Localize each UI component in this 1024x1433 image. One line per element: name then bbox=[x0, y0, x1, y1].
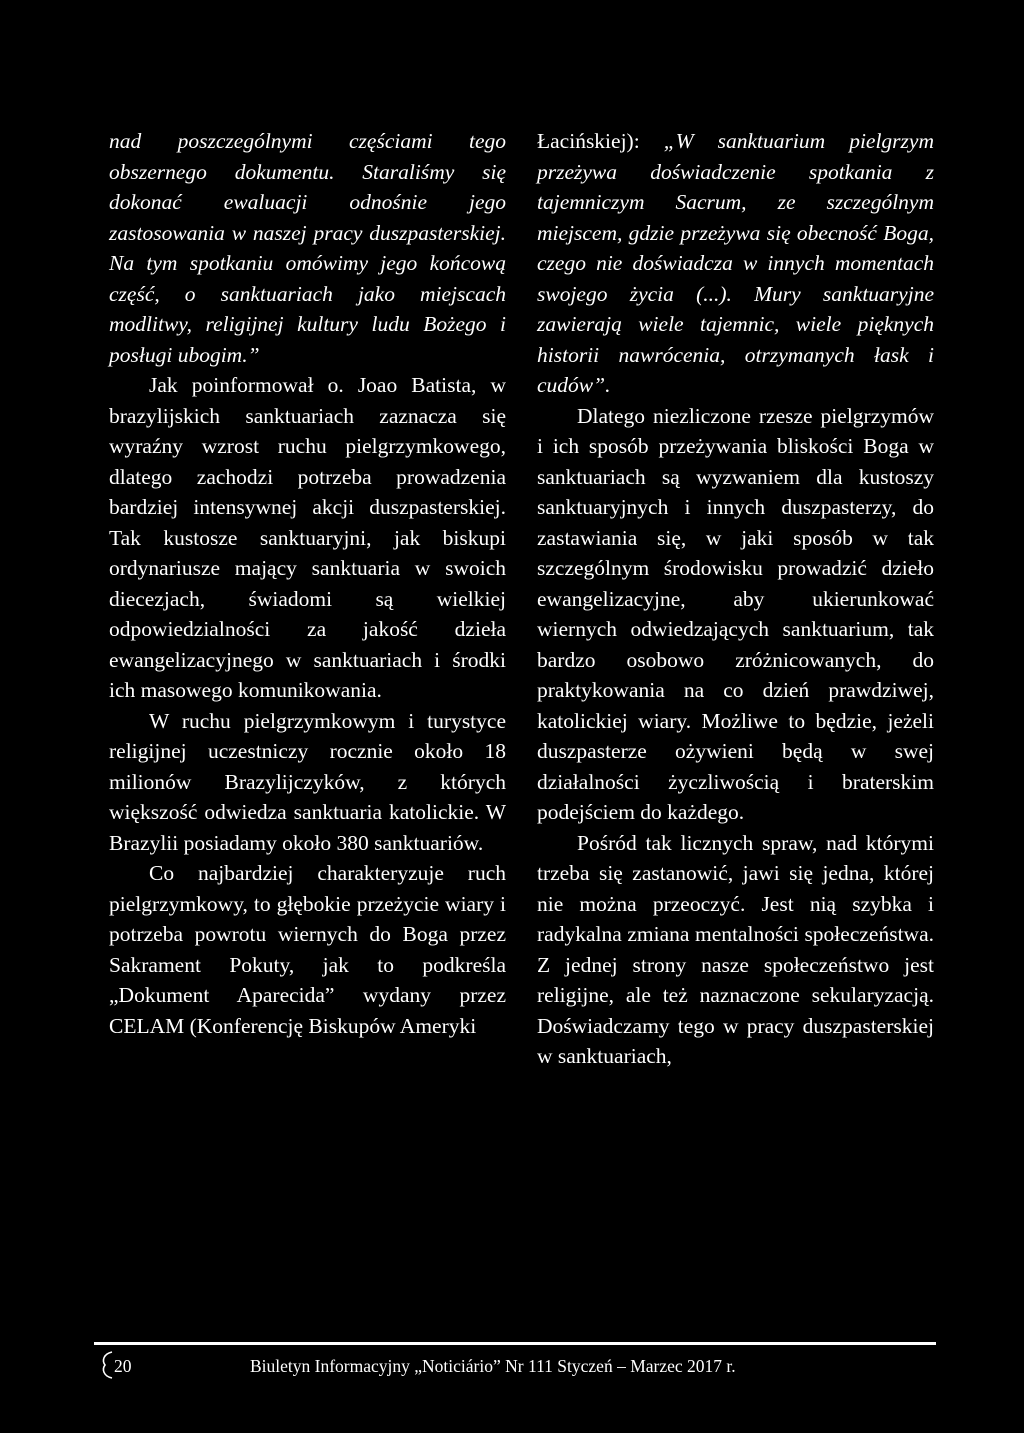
footer-rule bbox=[94, 1342, 936, 1345]
right-column bbox=[537, 126, 934, 1072]
quote-lead: Łacińskiej): bbox=[537, 129, 664, 153]
paragraph-continuation: nad poszczególnymi częściami tego obszernego dokumentu. Staraliśmy się dokonać ewaluacji odnośnie jego zastosowania w naszej pracy duszpasterskiej. Na tym spotkaniu omówimy jego końcową część, o sanktuariach jako miejscach modlitwy, religijnej kultury ludu Bożego i posługi ubogim.” bbox=[109, 129, 506, 367]
paragraph-aparecida-quote bbox=[537, 126, 934, 401]
left-column bbox=[109, 126, 506, 1041]
paragraph-pilgrims-challenge: Dlatego niezliczone rzesze pielgrzymów i ich sposób przeżywania bliskości Boga w sanktuariach są wyzwaniem dla kustoszy sanktuaryjnych i innych duszpasterzy, do zastawiania się, w jaki sposób w tak szczególnym środowisku prowadzić dzieło ewangelizacyjne, aby ukierunkować wiernych odwiedzających sanktuarium, tak bardzo osobowo zróżnicowanych, do praktykowania na co dzień prawdziwej, katolickiej wiary. Możliwe to będzie, jeżeli duszpasterze ożywieni będą w swej działalności życzliwością i braterskim podejściem do każdego. bbox=[537, 403, 934, 824]
page-footer bbox=[100, 1351, 936, 1381]
page-number-bracket-icon bbox=[100, 1351, 114, 1379]
paragraph-pilgrimage-statistics: W ruchu pielgrzymkowym i turystyce religijnej uczestniczy rocznie około 18 milionów Brazylijczyków, z których większość odwiedza sanktuaria katolickie. W Brazylii posiadamy około 380 sanktuariów. bbox=[109, 708, 506, 855]
paragraph-characteristics: Co najbardziej charakteryzuje ruch pielgrzymkowy, to głębokie przeżycie wiary i potrzeba powrotu wiernych do Boga przez Sakrament Pokuty, jak to podkreśla „Dokument Aparecida” wydany przez CELAM (Konferencję Biskupów Ameryki bbox=[109, 861, 506, 1038]
page-number: 20 bbox=[114, 1356, 132, 1376]
quote-text: „W sanktuarium pielgrzym przeżywa doświadczenie spotkania z tajemniczym Sacrum, ze szczególnym miejscem, gdzie przeżywa się obecność Boga, czego nie doświadcza w innych momentach swojego życia (...). Mury sanktuaryjne zawierają wiele tajemnic, wiele pięknych historii nawrócenia, otrzymanych łask i cudów”. bbox=[537, 129, 934, 397]
paragraph-joao-batista: Jak poinformował o. Joao Batista, w brazylijskich sanktuariach zaznacza się wyraźny wzrost ruchu pielgrzymkowego, dlatego zachodzi potrzeba prowadzenia bardziej intensywnej akcji duszpasterskiej. Tak kustosze sanktuaryjni, jak biskupi ordynariusze mający sanktuaria w swoich diecezjach, świadomi są wielkiej odpowiedzialności za jakość dzieła ewangelizacyjnego w sanktuariach i środki ich masowego komunikowania. bbox=[109, 373, 506, 702]
paragraph-mentality-change: Pośród tak licznych spraw, nad którymi trzeba się zastanowić, jawi się jedna, której nie można przeoczyć. Jest nią szybka i radykalna zmiana mentalności społeczeństwa. Z jednej strony nasze społeczeństwo jest religijne, ale też naznaczone sekularyzacją. Doświadczamy tego w pracy duszpasterskiej w sanktuariach, bbox=[537, 830, 934, 1068]
publication-title: Biuletyn Informacyjny „Noticiário” Nr 111 Styczeń – Marzec 2017 r. bbox=[250, 1356, 736, 1376]
